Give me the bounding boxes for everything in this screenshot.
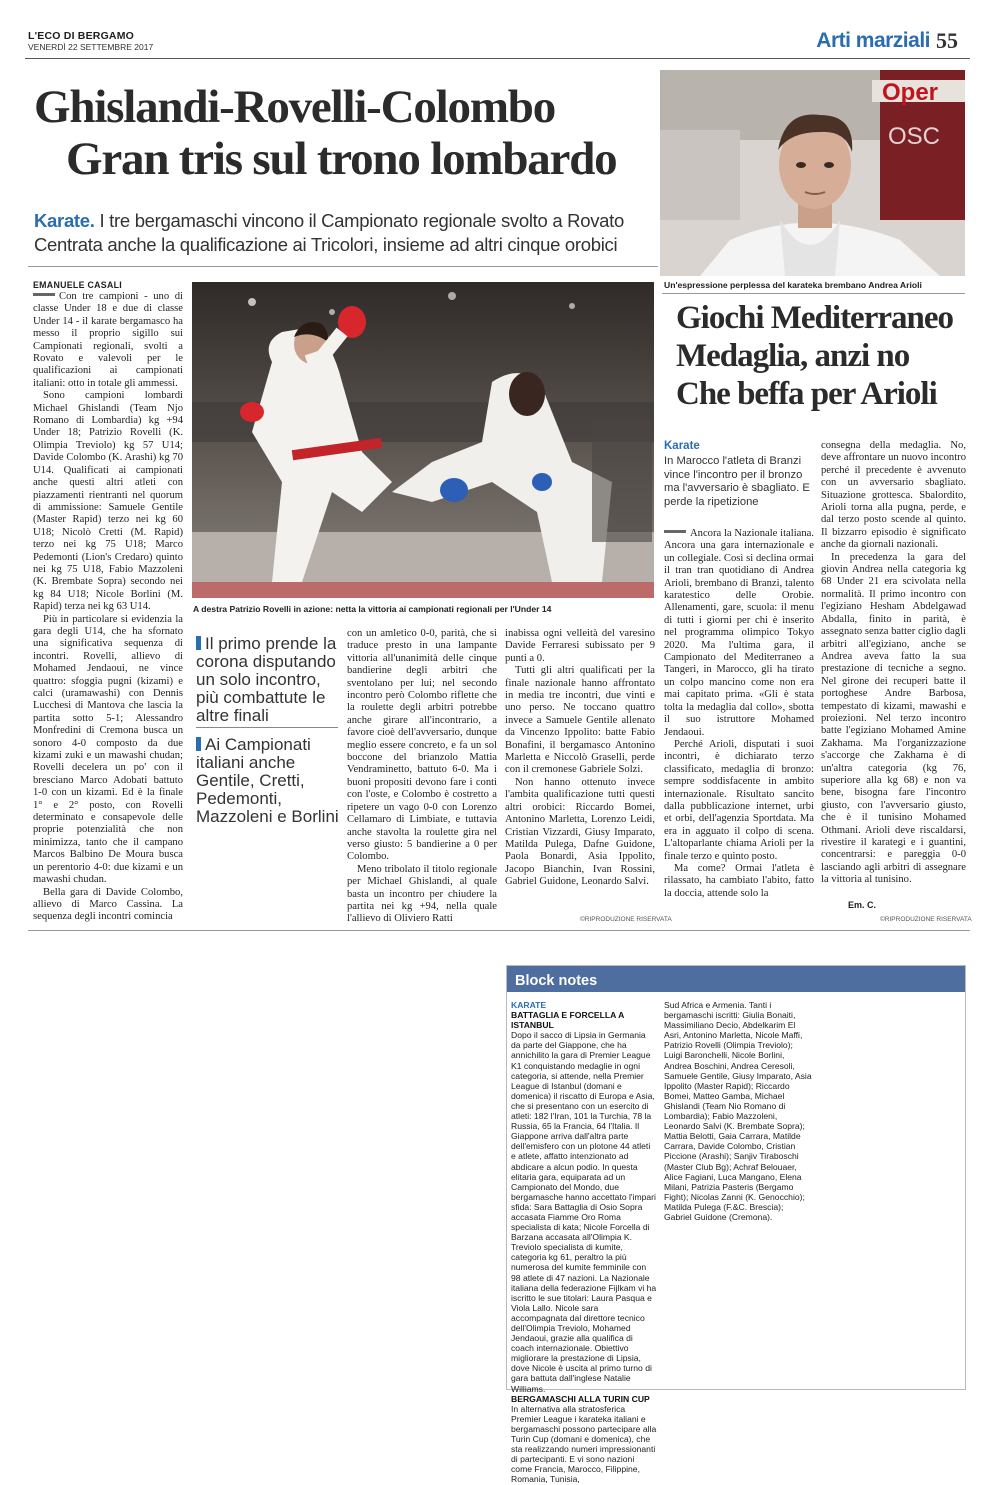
main-col1-p3: Più in particolare si evidenzia la gara degli U14, che ha sfornato una significativa sequenza di incontri. Rovelli, allievo di Mohamed Jendaoui, ne vince quattro: sfoggia pugni (kizami) e calci (uramawashi) con Dennis Lucchesi di Mantova che lascia la partita sotto 5-1; Alessandro Monfredini di Cremona busca un sonoro 4-0 composto da due kizami zuki e un mawashi chudan; Rovelli decelera un po' con il bresciano Marco Adobati battuto 1-0 con un kizami. Ed è la finale 1° e 2° posto, con Rovelli determinato e consapevole delle proprie potenzialità che non minimizza, tanto che il campano Marcos Balbino De Moura busca un perentorio 4-0: due kizami e un mawashi chudan. [33, 613, 183, 886]
section-title: Arti marziali [816, 29, 930, 52]
side-copyright: ©RIPRODUZIONE RISERVATA [880, 916, 972, 923]
main-col1-p2: Sono campioni lombardi Michael Ghislandi (Team Njo Romano di Lombardia) kg +94 Under 18; Patrizio Rovelli (K. Olimpia Treviolo) kg 57 U14; Davide Colombo (K. Arashi) kg 70 U14. Qualificati ai campionati anche questi altri atleti con piazzamenti rientranti nel quorum di ammissione: Samuele Gentile (Master Rapid) terzo nei kg 60 U18; Nicolò Cretti (M. Rapid) terzo nei kg 75 U18; Marco Pedemonti (Lion's Credaro) quinto nei kg 75 U18, Fabio Mazzoleni (K. Brembate Sopra) secondo nei kg 84 U18; Nicole Borlini (M. Rapid) terza nei kg 63 U14. [33, 390, 183, 613]
block-notes-title: Block notes [515, 973, 598, 989]
arioli-photo-caption: Un'espressione perplessa del karateka brembano Andrea Arioli [664, 280, 922, 290]
main-col3 [505, 628, 655, 889]
masthead-paper: L'ECO DI BERGAMO [28, 30, 135, 42]
block-notes [506, 965, 966, 1485]
pull-quote-1-bar [196, 636, 201, 650]
main-copyright: ©RIPRODUZIONE RISERVATA [580, 916, 672, 923]
pull-quote-2-text: Ai Campionati italiani anche Gentile, Cretti, Pedemonti, Mazzoleni e Borlini [196, 735, 339, 826]
side-signature: Em. C. [848, 900, 877, 910]
main-kicker: Karate. [34, 210, 95, 231]
block-notes-sub2: BERGAMASCHI ALLA TURIN CUP [511, 1393, 650, 1404]
svg-text:OSC: OSC [888, 123, 941, 150]
main-author: EMANUELE CASALI [33, 280, 123, 290]
subtitle-rule [28, 266, 658, 267]
side-col1-p1-text: Ancora la Nazionale italiana. Ancora una gara internazionale e un collegiale. Così si declina ormai il tran tran quotidiano di Andrea Arioli, brembano di Branzi, talento karatestico delle Orobie. Allenamenti, gare, scuola: il menu di tutti i giorni per chi è inserito nel programma olimpico Tokyo 2020. Ma l'ultima gara, il Campionato del Mediterraneo a Tangeri, in Marocco, gli ha tirato un colpo mancino come non era mai capitato prima. «Gli è stata tolta la medaglia dal collo», sbotta il suo istruttore Mohamed Jendaoui. [664, 528, 814, 738]
side-title-line3: Che beffa per Arioli [676, 376, 937, 412]
side-lead-mark [664, 530, 686, 533]
side-col1-p3: Ma come? Ormai l'atleta è rilassato, ha cambiato l'abito, fatto la doccia, attende solo la [664, 862, 814, 899]
main-col3-p1: inabissa ogni velleità del varesino Davide Ferraresi subissato per 9 punti a 0. [505, 628, 655, 664]
rovelli-photo-caption: A destra Patrizio Rovelli in azione: netta la vittoria ai campionati regionali per l'Under 14 [193, 604, 552, 614]
main-col2-p2: Meno tribolato il titolo regionale per Michael Ghislandi, al quale basta un incontro per chiudere la partita nei kg +94, nella quale l'allievo di Oliviero Ratti [347, 863, 497, 925]
block-notes-col1-text-b: In alternativa alla stratosferica Premier League i karateka italiani e bergamaschi possono partecipare alla Turin Cup (domani e domenica), che sta realizzando numeri impressionanti di partecipanti. E vi sono nazioni come Francia, Marocco, Filippine, Romania, Tunisia, [511, 1403, 657, 1485]
pull-quote-2 [196, 736, 341, 826]
side-col1 [664, 528, 814, 900]
main-col2 [347, 628, 497, 926]
main-col2-p1: con un amletico 0-0, parità, che si traduce presto in una lampante vittoria all'unanimità delle cinque bandierine degli arbitri che sventolano per lui; nel secondo incontro però Colombo riflette che la roulette degli arbitri potrebbe anche girare all'incontrario, a favore cioè dell'avversario, dunque meglio essere concreto, e fa un sol boccone del brianzolo Mattia Vendraminetto, battuto 6-0. Ma i buoni propositi devono fare i conti con l'oste, e Colombo è costretto a ripetere un vago 0-0 con Lorenzo Cellamaro di Limbiate, e tuttavia anche stavolta la roulette gira nel verso giusto: 5 bandierine a 0 per Colombo. [347, 628, 497, 863]
block-notes-col1-text-a: Dopo il sacco di Lipsia in Germania da parte del Giappone, che ha annichilito la gara di Premier League K1 conquistando medaglie in ogni categoria, si attende, nella Premier League di Istanbul (domani e domenica) il riscatto di Europa e Asia, che si presentano con un esercito di atleti: 182 l'Iran, 101 la Turchia, 78 la Russia, 65 la Francia, 64 l'Italia. Il Giappone arriva dall'altra parte dell'emisfero con un plotone 44 atleti e atlete, affatto intenzionato ad abdicare a alcun podio. In questa elitaria gara, equiparata ad un Campionato del Mondo, due bergamasche hanno accettato l'impari sfida: Sara Battaglia di Osio Sopra accasata Fiamme Oro Roma specialista di kata; Nicole Forcella di Barzana accasata all'Olimpia K. Treviolo specialista di kumite, categoria kg 61, peraltro la più numerosa del kumite femminile con 98 atlete di 47 nazioni. La Nazionale italiana della federazione Fijlkam vi ha iscritto le sue titolari: Laura Pasqua e Viola Lallo. Nicole sara accompagnata dal direttore tecnico dell'Olimpia Treviolo, Mohamed Jendaoui, grazie alla qualifica di coach internazionale. Obiettivo migliorare la prestazione di Lipsia, dove Nicole è uscita al primo turno di gara battuta dall'inglese Natalie Williams. [511, 1030, 657, 1394]
main-title-line1: Ghislandi-Rovelli-Colombo [34, 81, 556, 133]
masthead-date: VENERDÌ 22 SETTEMBRE 2017 [28, 42, 154, 52]
pull-quote-2-bar [196, 737, 201, 751]
main-col3-p2: Tutti gli altri qualificati per la finale nazionale hanno affrontato in media tre incontri, due vinti e uno perso. Ne toccano quattro invece a Samuele Gentile allenato da Vincenzo Ippolito: batte Fabio Bonafini, il bergamasco Antonino Marletta e Niccolò Graselli, perde con il cremonese Gabriele Solzi. [505, 665, 655, 776]
side-col2-p2: In precedenza la gara del giovin Andrea nella categoria kg 68 Under 21 era scivolata nella normalità. Il primo incontro con l'egiziano Hesham Abdelgawad Abdalla, finito in parità, è assegnato senza batter ciglio dagli arbitri all'egiziano, anche se Andrea aveva fatto la sua prestazione di tecniche a segno. Nel girone dei recuperi batte il portoghese Andre Barbosa, tempestato di kizami, mawashi e proiezioni. Nel terzo incontro batte l'egiziano Mohamed Amine Zakhama. Ma l'organizzazione s'accorge che Zakhama è di un'altra categoria (kg 76, superiore alla kg 68) e non va bene, bisogna fare l'incontro giusto, con l'avversario giusto, che è il tunisino Mohamed Othmani. Arioli deve riscaldarsi, rivestire il karategi e i guantini, concentrarsi: e pareggia 0-0 lasciando agli arbitri di assegnare la vittoria al tunisino. [821, 551, 966, 886]
block-notes-col2: Sud Africa e Armenia. Tanti i bergamaschi iscritti: Giulia Bonaiti, Massimiliano Decio, Abdelkarim El Asri, Antonino Marletta, Nicole Maffi, Patrizio Rovelli (Olimpia Treviolo); Luigi Baronchelli, Nicole Borlini, Andrea Boschini, Andrea Ceresoli, Samuele Gentile, Giusy Imparato, Asia Ippolito (Master Rapid); Riccardo Bomei, Matteo Gamba, Michael Ghislandi (Team Nio Romano di Lombardia); Fabio Mazzoleni, Leonardo Salvi (K. Brembate Sopra); Mattia Belotti, Gaia Carrara, Matilde Carrara, Davide Colombo, Cristian Piccione (Arashi); Sanjiv Tiraboschi (Master Club Bg); Achraf Belouaer, Alice Fagiani, Luca Mangano, Elena Milani, Patrizia Pasteris (Bergamo Fight); Nicolas Zanni (K. Genocchio); Matilda Pulega (F.&C. Brescia); Gabriel Guidone (Cremona). [664, 1000, 812, 1222]
side-deck: In Marocco l'atleta di Branzi vince l'incontro per il bronzo ma l'avversario è sbagliato. E perde la ripetizione [664, 455, 810, 508]
pull-rule [196, 727, 338, 728]
main-col1-p4: Bella gara di Davide Colombo, allievo di Marco Cassina. La sequenza degli incontri comincia [33, 886, 183, 923]
page-number: 55 [936, 28, 958, 53]
rovelli-photo-image [192, 282, 654, 598]
side-caption-rule [662, 293, 965, 294]
lead-mark [33, 293, 55, 296]
svg-text:Oper: Oper [882, 79, 939, 106]
pull-quote-1-text: Il primo prende la corona disputando un solo incontro, più combattute le altre finali [196, 634, 337, 725]
main-subtitle-line1 [34, 210, 624, 232]
rovelli-photo [192, 282, 654, 598]
main-subtitle-line2: Centrata anche la qualificazione ai Tricolori, insieme ad altri cinque orobici [34, 234, 618, 255]
main-col1-p1 [33, 291, 183, 390]
side-title-line1: Giochi Mediterraneo [676, 300, 954, 336]
side-col1-p1 [664, 528, 814, 739]
main-title-line2: Gran tris sul trono lombardo [66, 133, 617, 185]
masthead-rule [25, 58, 970, 59]
side-col2 [821, 440, 966, 887]
pull-quote-1 [196, 635, 341, 725]
side-title-line2: Medaglia, anzi no [676, 338, 910, 374]
arioli-photo [660, 70, 965, 276]
block-notes-header [507, 966, 965, 992]
block-notes-col1 [511, 1000, 657, 1485]
block-notes-sub1: BATTAGLIA E FORCELLA A ISTANBUL [511, 1010, 624, 1031]
side-col1-p2: Perché Arioli, disputati i suoi incontri, è dichiarato terzo classificato, medaglia di bronzo: sempre soddisfacente in ambito internazionale. Risultato sancito dalla pubblicazione internet, urbi et orbi, dell'agenzia Sportdata. Ma era in agguato il colpo di scena. L'altoparlante chiama Arioli per la finale terzo e quinto posto. [664, 738, 814, 862]
main-col1 [33, 291, 183, 924]
main-col3-p3: Non hanno ottenuto invece l'ambita qualificazione tutti questi altri orobici: Riccardo Bomei, Antonino Marletta, Lorenzo Leidi, Cristian Vizzardi, Giusy Imparato, Matilda Pulega, Dafne Guidone, Paola Bonardi, Asia Ippolito, Jacopo Bianchin, Ivan Rossini, Gabriel Guidone, Leonardo Salvi. [505, 776, 655, 888]
main-col1-p1-text: Con tre campioni - uno di classe Under 18 e due di classe Under 14 - il karate bergamasco ha messo il proprio sigillo sui Campionati regionali, svolti a Rovato e valevoli per le qualificazioni ai campionati italiani: otto in totale gli ammessi. [33, 291, 183, 389]
main-subtitle-text1: I tre bergamaschi vincono il Campionato regionale svolto a Rovato [99, 210, 624, 231]
block-notes-category: KARATE [511, 1000, 547, 1010]
side-col2-p1: consegna della medaglia. No, deve affrontare un nuovo incontro perché il precedente è avvenuto con un avversario sbagliato. Situazione grottesca. Sbalordito, Arioli torna alla pugna, perde, e dal terzo posto scende al quinto. Il bizzarro episodio è significato anche da giornali nazionali. [821, 440, 966, 551]
bottom-rule [28, 930, 970, 931]
side-kicker: Karate [664, 440, 700, 452]
arioli-photo-image [660, 70, 965, 276]
